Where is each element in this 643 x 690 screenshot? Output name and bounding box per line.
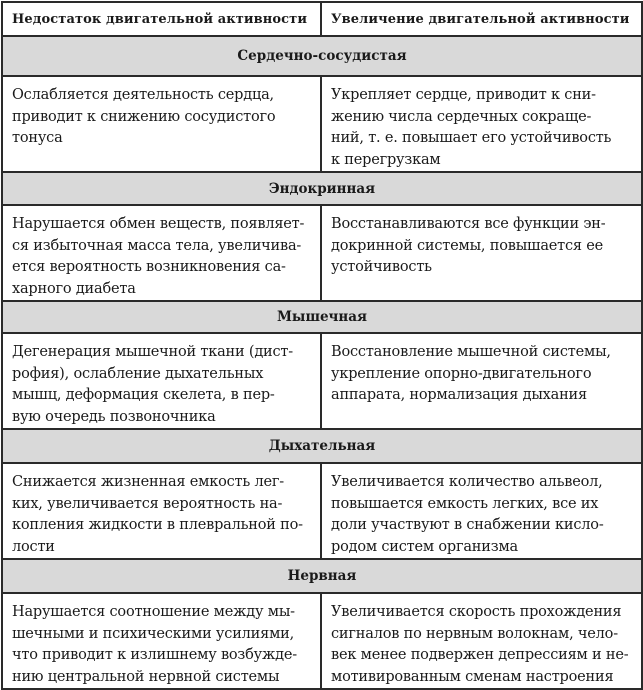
table-row (2, 205, 642, 301)
cell-lack: Нарушается соотношение между мы- шечными и психическими усилиями, что приводит к излишнему возбужде- нию центральной нервной системы (2, 593, 321, 689)
section-row (2, 36, 642, 76)
cell-increase: Восстанавливаются все функции эн- докринной системы, повышается ее устойчивость (321, 205, 642, 301)
header-col-lack: Недостаток двигательной активности (2, 2, 321, 36)
table-row (2, 593, 642, 689)
table-row (2, 333, 642, 429)
section-row (2, 172, 642, 205)
section-row (2, 429, 642, 463)
header-col-increase: Увеличение двигательной активности (321, 2, 642, 36)
section-row (2, 301, 642, 333)
cell-increase: Увеличивается скорость прохождения сигналов по нервным волокнам, чело- век менее подвержен депрессиям и не- мотивированным сменам настроения (321, 593, 642, 689)
section-title: Дыхательная (2, 429, 642, 463)
comparison-table (1, 1, 643, 690)
section-row (2, 559, 642, 593)
header-row (2, 2, 642, 36)
table-row (2, 76, 642, 172)
section-title: Нервная (2, 559, 642, 593)
cell-increase: Увеличивается количество альвеол, повышается емкость легких, все их доли участвуют в снабжении кисло- родом систем организма (321, 463, 642, 559)
cell-increase: Восстановление мышечной системы, укрепление опорно-двигательного аппарата, нормализация дыхания (321, 333, 642, 429)
section-title: Эндокринная (2, 172, 642, 205)
cell-lack: Дегенерация мышечной ткани (дист- рофия), ослабление дыхательных мышц, деформация скелета, в пер- вую очередь позвоночника (2, 333, 321, 429)
cell-increase: Укрепляет сердце, приводит к сни- жению числа сердечных сокраще- ний, т. е. повышает его устойчивость к перегрузкам (321, 76, 642, 172)
cell-lack: Снижается жизненная емкость лег- ких, увеличивается вероятность на- копления жидкости в плевральной по- лости (2, 463, 321, 559)
cell-lack: Нарушается обмен веществ, появляет- ся избыточная масса тела, увеличива- ется вероятность возникновения са- харного диабета (2, 205, 321, 301)
cell-lack: Ослабляется деятельность сердца, приводит к снижению сосудистого тонуса (2, 76, 321, 172)
section-title: Сердечно-сосудистая (2, 36, 642, 76)
table-row (2, 463, 642, 559)
section-title: Мышечная (2, 301, 642, 333)
